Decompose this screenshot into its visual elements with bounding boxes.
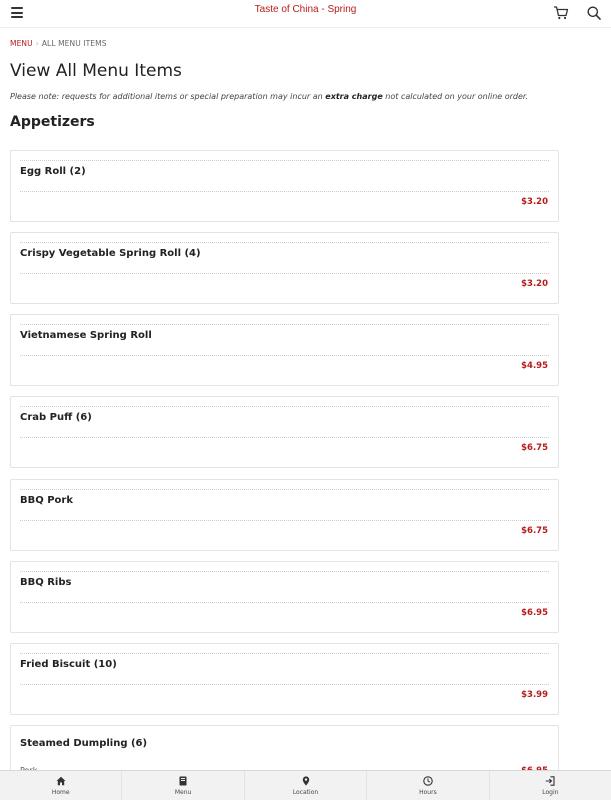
menu-item-card[interactable] (10, 314, 559, 386)
map-pin-icon (301, 776, 311, 786)
menu-item-name: Crab Puff (6) (20, 412, 92, 423)
divider (20, 520, 549, 521)
divider (20, 160, 549, 161)
nav-home-label: Home (51, 789, 70, 796)
site-title[interactable]: Taste of China - Spring (254, 4, 357, 15)
breadcrumb (10, 39, 107, 48)
menu-item-name: Egg Roll (2) (20, 166, 86, 177)
menu-item-name: Vietnamese Spring Roll (20, 330, 152, 341)
menu-item-card[interactable] (10, 479, 559, 551)
menu-item-card[interactable] (10, 396, 559, 468)
top-bar (0, 0, 611, 28)
notice-text-bold: extra charge (325, 92, 383, 101)
menu-item-price: $3.20 (521, 279, 548, 289)
divider (20, 355, 549, 356)
menu-item-card[interactable] (10, 643, 559, 715)
divider (20, 406, 549, 407)
page-title: View All Menu Items (10, 61, 182, 81)
menu-item-name: Steamed Dumpling (6) (20, 738, 148, 749)
nav-login[interactable] (490, 771, 611, 800)
category-title: Appetizers (10, 114, 95, 130)
menu-item-name: BBQ Pork (20, 495, 74, 506)
menu-item-price: $6.75 (521, 526, 548, 536)
breadcrumb-menu-link[interactable]: MENU (10, 39, 33, 48)
nav-hours[interactable] (367, 771, 489, 800)
nav-menu-label: Menu (174, 789, 192, 796)
menu-item-price: $3.99 (521, 690, 548, 700)
bottom-navigation (0, 770, 611, 800)
divider (20, 684, 549, 685)
menu-item-name: Crispy Vegetable Spring Roll (4) (20, 248, 201, 259)
menu-item-price: $3.20 (521, 197, 548, 207)
divider (20, 489, 549, 490)
divider (20, 273, 549, 274)
menu-item-card[interactable] (10, 150, 559, 222)
divider (20, 324, 549, 325)
breadcrumb-separator: › (35, 39, 39, 48)
divider (20, 242, 549, 243)
nav-location[interactable] (245, 771, 367, 800)
divider (20, 191, 549, 192)
notice-text-end: not calculated on your online order. (385, 92, 529, 101)
divider (20, 602, 549, 603)
menu-item-name: Fried Biscuit (10) (20, 659, 117, 670)
cart-icon[interactable] (553, 5, 569, 21)
menu-item-price: $6.95 (521, 608, 548, 618)
nav-hours-label: Hours (419, 789, 437, 796)
divider (20, 653, 549, 654)
nav-menu[interactable] (122, 771, 244, 800)
clock-icon (423, 776, 433, 786)
notice-text-start: Please note: requests for additional items or special preparation may incur an (10, 92, 323, 101)
nav-location-label: Location (292, 789, 319, 796)
divider (20, 437, 549, 438)
menu-item-name: BBQ Ribs (20, 577, 72, 588)
nav-login-label: Login (542, 789, 559, 796)
home-icon (56, 776, 66, 786)
order-notice (10, 92, 528, 101)
menu-item-price: $4.95 (521, 361, 548, 371)
breadcrumb-current: ALL MENU ITEMS (41, 39, 107, 48)
menu-item-price: $6.75 (521, 443, 548, 453)
search-icon[interactable] (586, 5, 602, 21)
menu-item-card[interactable] (10, 561, 559, 633)
divider (20, 571, 549, 572)
nav-home[interactable] (0, 771, 122, 800)
book-icon (178, 776, 188, 786)
menu-item-card[interactable] (10, 232, 559, 304)
login-icon (545, 776, 555, 786)
